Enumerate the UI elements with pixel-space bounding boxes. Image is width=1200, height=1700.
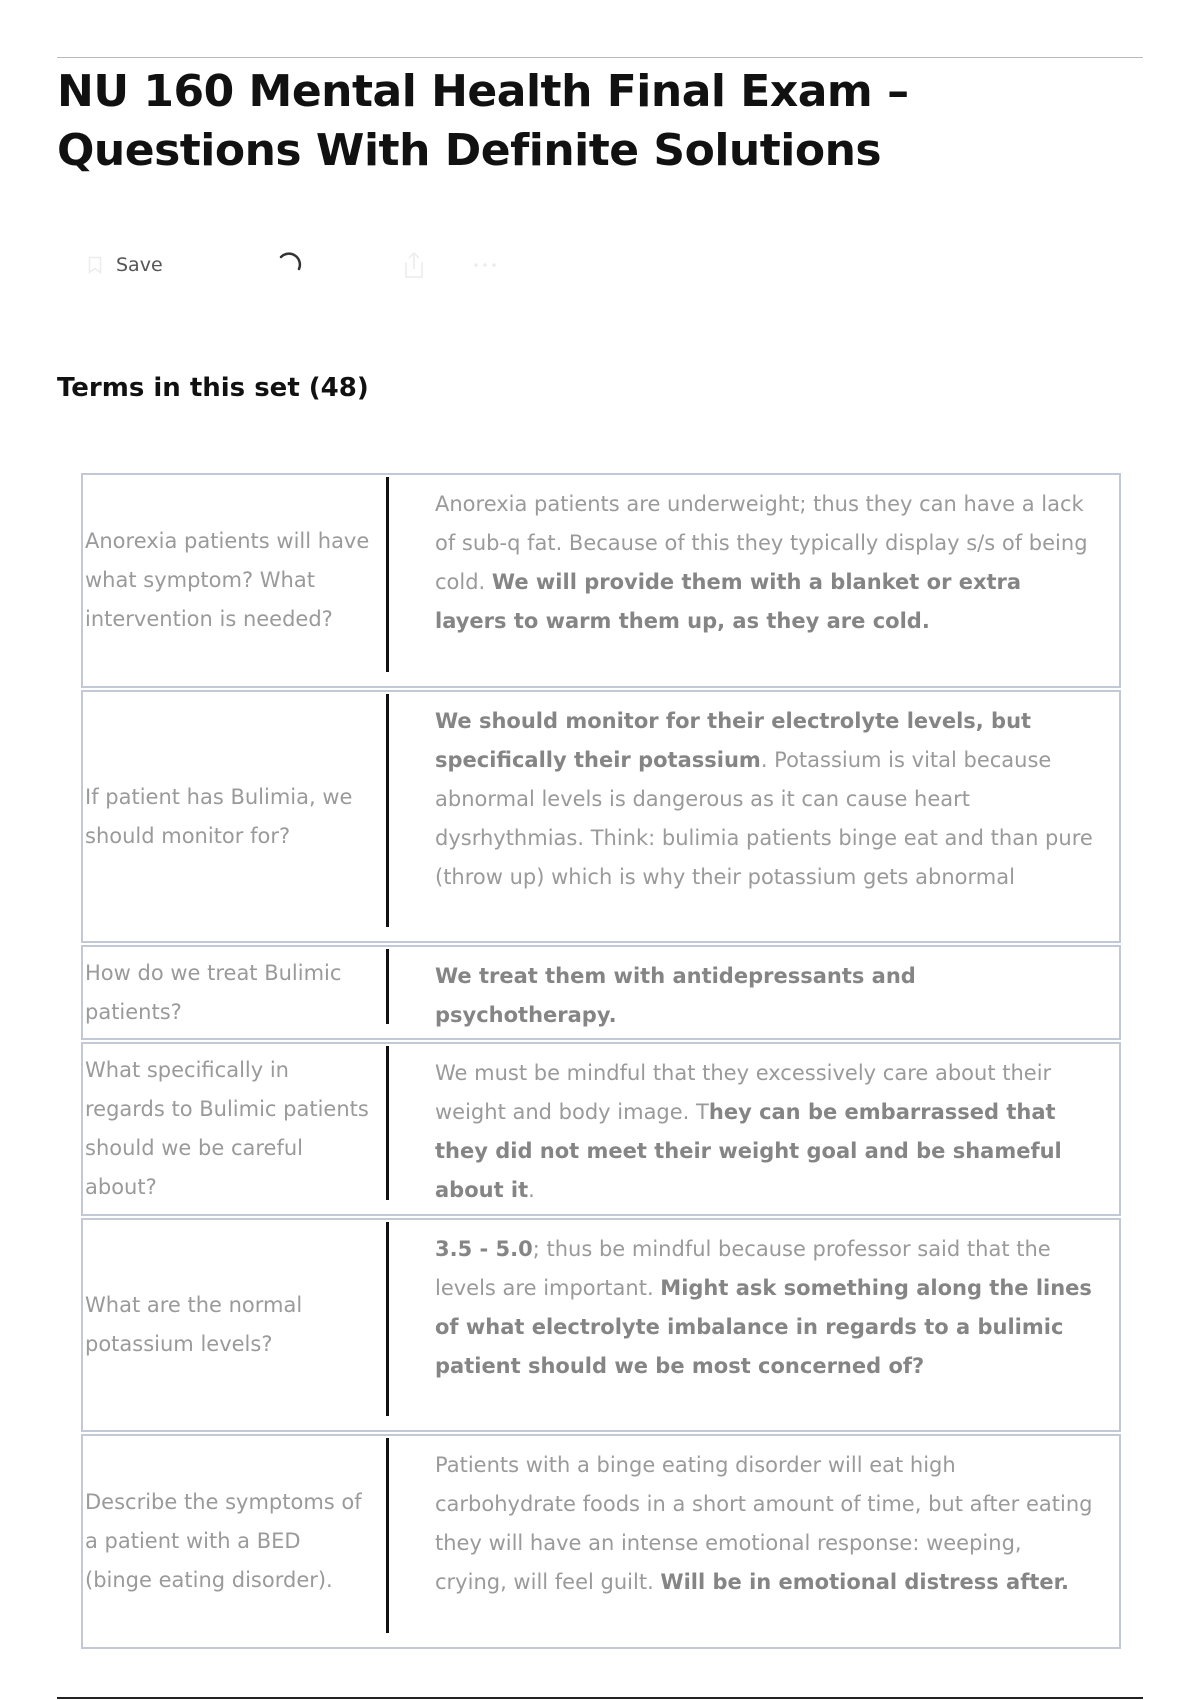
definition-text: We must be mindful that they excessively care about their weight and body image. T bbox=[435, 1061, 1052, 1124]
definition-cell bbox=[389, 692, 1119, 941]
definition-cell bbox=[389, 1044, 1119, 1214]
term-row bbox=[81, 690, 1121, 943]
definition-bold-text: We treat them with antidepressants and psychotherapy. bbox=[435, 964, 916, 1027]
top-divider bbox=[57, 57, 1143, 58]
spinner-icon bbox=[276, 250, 306, 280]
definition-cell bbox=[389, 947, 1119, 1038]
term-cell bbox=[83, 947, 386, 1038]
term-row bbox=[81, 473, 1121, 688]
definition-text: Anorexia patients are underweight; thus they can have a lack of sub-q fat. Because of this they typically display s/s of being cold. bbox=[435, 492, 1088, 594]
definition-bold-text: We will provide them with a blanket or extra layers to warm them up, as they are cold. bbox=[435, 570, 1022, 633]
term-row bbox=[81, 1042, 1121, 1216]
term-text: Describe the symptoms of a patient with a BED (binge eating disorder). bbox=[85, 1490, 362, 1592]
terms-heading: Terms in this set (48) bbox=[57, 373, 369, 403]
save-button[interactable] bbox=[88, 246, 163, 284]
save-label: Save bbox=[116, 254, 163, 276]
term-cell bbox=[83, 1044, 386, 1214]
terms-table bbox=[81, 473, 1121, 1651]
term-text: Anorexia patients will have what symptom? What intervention is needed? bbox=[85, 529, 370, 631]
definition-bold-text: hey can be embarrassed that they did not meet their weight goal and be shameful about it bbox=[435, 1100, 1062, 1202]
definition-text: ; thus be mindful because professor said that the levels are important. bbox=[435, 1237, 1051, 1300]
toolbar bbox=[88, 246, 508, 284]
term-text: What are the normal potassium levels? bbox=[85, 1293, 303, 1356]
definition-text: . Potassium is vital because abnormal levels is dangerous as it can cause heart dysrhythmias. Think: bulimia patients binge eat and than pure (throw up) which is why their potassium gets abnormal bbox=[435, 748, 1093, 889]
more-icon[interactable] bbox=[470, 252, 500, 278]
page-title: NU 160 Mental Health Final Exam – Questions With Definite Solutions bbox=[57, 66, 909, 176]
term-row bbox=[81, 945, 1121, 1040]
term-text: How do we treat Bulimic patients? bbox=[85, 960, 342, 1024]
term-cell bbox=[83, 1436, 386, 1647]
term-cell bbox=[83, 692, 386, 941]
definition-text: Patients with a binge eating disorder will eat high carbohydrate foods in a short amount of time, but after eating they will have an intense emotional response: weeping, crying, will feel guilt. bbox=[435, 1453, 1093, 1594]
definition-cell bbox=[389, 475, 1119, 686]
share-icon[interactable] bbox=[400, 250, 428, 280]
term-text: If patient has Bulimia, we should monitor for? bbox=[85, 784, 353, 848]
definition-cell bbox=[389, 1220, 1119, 1430]
definition-text: . bbox=[528, 1178, 535, 1202]
term-text: What specifically in regards to Bulimic patients should we be careful about? bbox=[85, 1058, 369, 1199]
term-row bbox=[81, 1434, 1121, 1649]
definition-bold-text: Might ask something along the lines of what electrolyte imbalance in regards to a bulimic patient should we be most concerned of? bbox=[435, 1276, 1092, 1378]
term-cell bbox=[83, 1220, 386, 1430]
definition-bold-text: We should monitor for their electrolyte levels, but specifically their potassium bbox=[435, 709, 1032, 772]
term-cell bbox=[83, 475, 386, 686]
bottom-divider bbox=[57, 1697, 1143, 1699]
definition-bold-text: Will be in emotional distress after. bbox=[660, 1570, 1069, 1594]
term-row bbox=[81, 1218, 1121, 1432]
definition-cell bbox=[389, 1436, 1119, 1647]
bookmark-icon bbox=[88, 256, 102, 274]
definition-bold-text: 3.5 - 5.0 bbox=[435, 1237, 533, 1261]
